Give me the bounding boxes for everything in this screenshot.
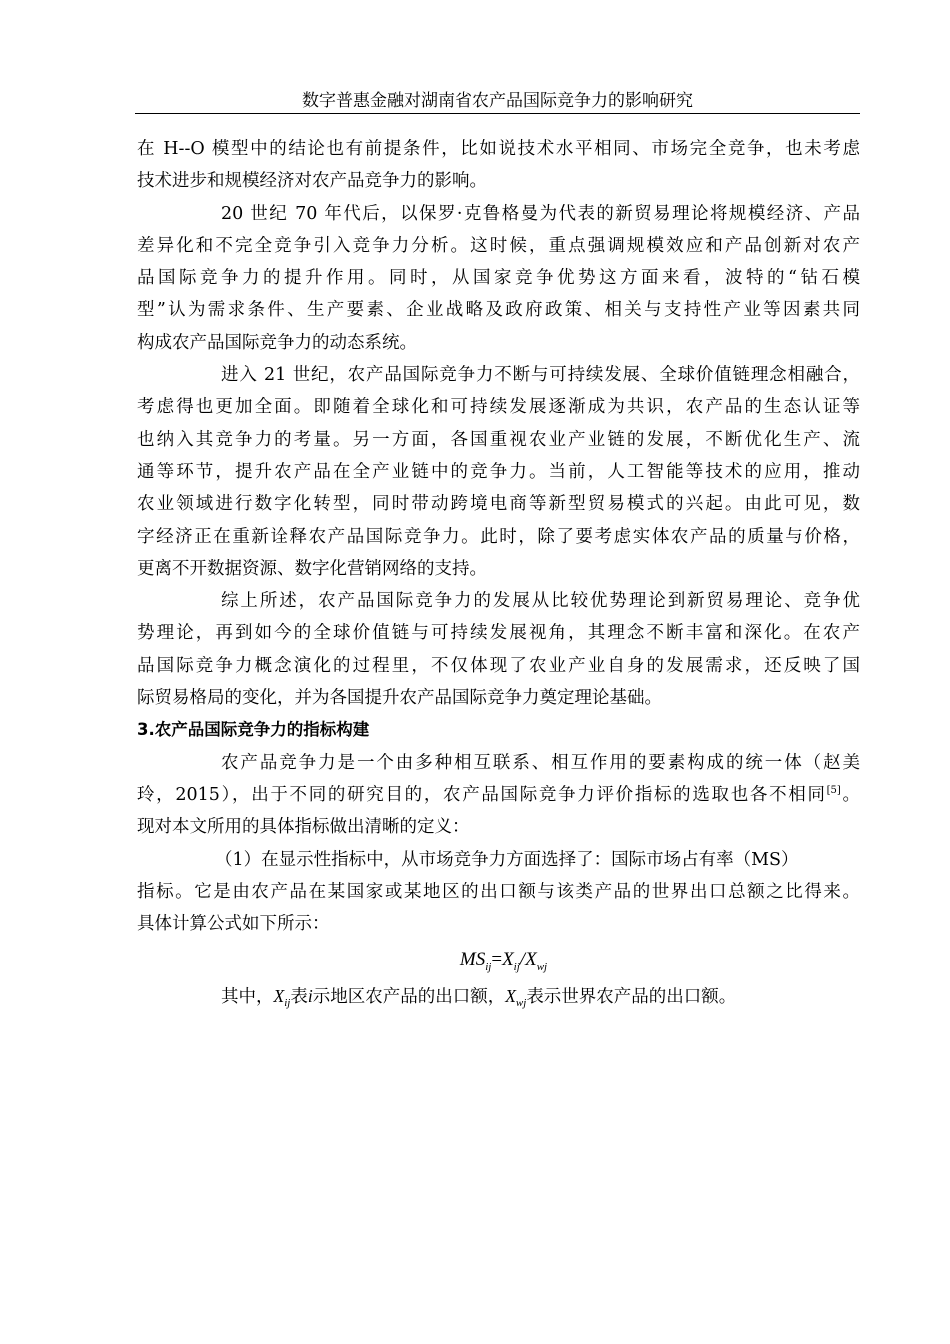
paragraph-1: [137, 133, 860, 198]
var-sub: ij: [284, 997, 291, 1010]
text-line: 技术进步和规模经济对农产品竞争力的影响。: [137, 171, 487, 192]
paragraph-5: [137, 747, 860, 844]
text-line: 构成农产品国际竞争力的动态系统。: [137, 332, 417, 353]
text-line: 品国际竞争力概念演化的过程里，不仅体现了农业产业自身的发展需求，还反映了国: [137, 655, 860, 676]
formula-x1-sub: ij: [513, 961, 520, 974]
text-line: 也纳入其竞争力的考量。另一方面，各国重视农业产业链的发展，不断优化生产、流: [137, 429, 860, 450]
text-line: 农业领域进行数字化转型，同时带动跨境电商等新型贸易模式的兴起。由此可见，数: [137, 494, 860, 515]
citation-ref[interactable]: [5]: [826, 784, 841, 796]
paragraph-4: [137, 585, 860, 714]
running-header: 数字普惠金融对湖南省农产品国际竞争力的影响研究: [135, 89, 860, 114]
text-line: 考虑得也更加全面。即随着全球化和可持续发展逐渐成为共识，农产品的生态认证等: [137, 397, 860, 418]
text-segment: 玲，2015），出于不同的研究目的，农产品国际竞争力评价指标的选取也各不相同: [137, 784, 827, 805]
text-line: 差异化和不完全竞争引入竞争力分析。这时候，重点强调规模效应和产品创新对农产: [137, 235, 860, 256]
text-line: 通等环节，提升农产品在全产业链中的竞争力。当前，人工智能等技术的应用，推动: [137, 461, 860, 482]
text-segment: 示地区农产品的出口额，: [312, 987, 506, 1008]
text-line: 在 H--O 模型中的结论也有前提条件，比如说技术水平相同、市场完全竞争，也未考虑: [137, 139, 860, 159]
text-line: [137, 779, 860, 811]
formula-ms: [137, 940, 860, 980]
variable-i: i: [307, 986, 313, 1007]
text-line: 农产品竞争力是一个由多种相互联系、相互作用的要素构成的统一体（赵美: [221, 752, 860, 773]
text-line: 进入 21 世纪，农产品国际竞争力不断与可持续发展、全球价值链理念相融合，: [221, 365, 860, 386]
formula-lhs: MS: [459, 949, 486, 971]
text-line: 综上所述，农产品国际竞争力的发展从比较优势理论到新贸易理论、竞争优: [221, 591, 860, 612]
formula-x2: X: [525, 949, 537, 971]
text-segment: 其中，: [221, 987, 274, 1008]
var-sub: wj: [515, 997, 527, 1010]
text-line: 型”认为需求条件、生产要素、企业战略及政府政策、相关与支持性产业等因素共同: [137, 300, 860, 321]
text-segment: 。: [840, 784, 860, 805]
variable-x-wj: [505, 986, 527, 1010]
text-line: 际贸易格局的变化，并为各国提升农产品国际竞争力奠定理论基础。: [137, 688, 662, 709]
text-line: 更离不开数据资源、数字化营销网络的支持。: [137, 558, 487, 579]
formula-slash: /: [519, 949, 526, 971]
text-line: 字经济正在重新诠释农产品国际竞争力。此时，除了要考虑实体农产品的质量与价格，: [137, 526, 860, 547]
paragraph-2: [137, 198, 860, 359]
text-line: （1）在显示性指标中，从市场竞争力方面选择了：国际市场占有率（MS）: [215, 849, 799, 870]
text-segment: 表: [290, 987, 308, 1008]
formula-equals: =: [491, 949, 503, 971]
var-letter: X: [505, 986, 516, 1007]
body-text: [137, 133, 860, 1013]
text-line: 20 世纪 70 年代后，以保罗·克鲁格曼为代表的新贸易理论将规模经济、产品: [221, 203, 860, 224]
text-line: 具体计算公式如下所示：: [137, 914, 330, 935]
text-line: 势理论，再到如今的全球价值链与可持续发展视角，其理念不断丰富和深化。在农产: [137, 623, 860, 644]
text-line: 品国际竞争力的提升作用。同时，从国家竞争优势这方面来看，波特的“钻石模: [137, 268, 860, 289]
text-line: [137, 980, 860, 1012]
text-line: 现对本文所用的具体指标做出清晰的定义：: [137, 817, 470, 838]
variable-x-ij: [273, 986, 291, 1010]
section-heading: 3.农产品国际竞争力的指标构建: [137, 720, 370, 740]
paragraph-6: [137, 844, 860, 941]
formula-x2-sub: wj: [536, 961, 548, 974]
text-segment: 表示世界农产品的出口额。: [526, 987, 737, 1008]
paragraph-3: [137, 359, 860, 585]
formula-x1: X: [502, 949, 514, 971]
text-line: 指标。它是由农产品在某国家或某地区的出口额与该类产品的世界出口总额之比得来。: [137, 881, 860, 902]
paragraph-7: [137, 980, 860, 1012]
formula-lhs-sub: ij: [485, 961, 492, 974]
var-letter: X: [273, 986, 285, 1007]
